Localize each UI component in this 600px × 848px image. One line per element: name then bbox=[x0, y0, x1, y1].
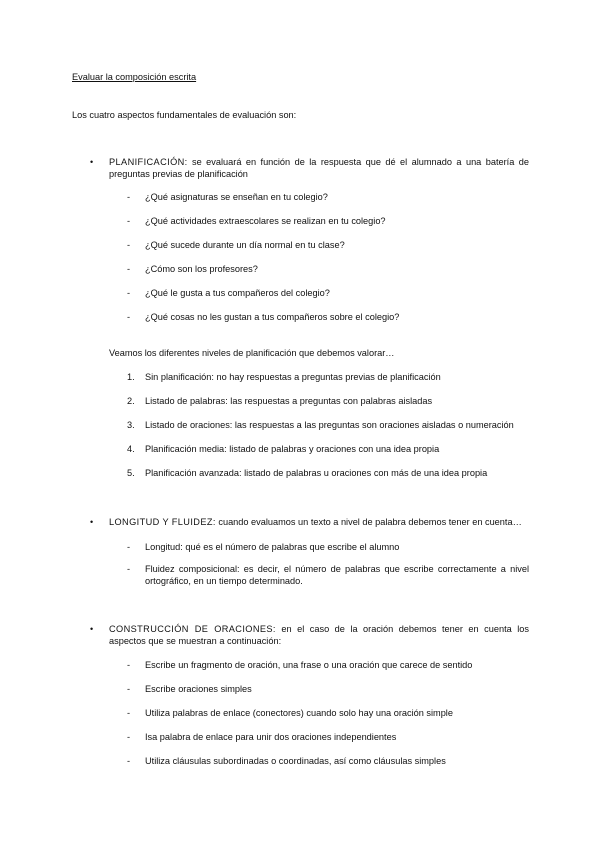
dash-icon: - bbox=[127, 732, 131, 742]
level-item: Sin planificación: no hay respuestas a preguntas previas de planificación bbox=[145, 372, 441, 382]
bullet-icon: • bbox=[90, 624, 94, 634]
section-planificacion bbox=[109, 156, 529, 180]
section-text: cuando evaluamos un texto a nivel de palabra debemos tener en cuenta… bbox=[215, 517, 522, 527]
dash-icon: - bbox=[127, 708, 131, 718]
dash-icon: - bbox=[127, 240, 131, 250]
level-number: 1. bbox=[127, 372, 135, 382]
section-heading: LONGITUD Y FLUIDEZ: bbox=[109, 517, 216, 527]
dash-icon: - bbox=[127, 564, 131, 574]
dash-icon: - bbox=[127, 660, 131, 670]
level-item: Listado de palabras: las respuestas a preguntas con palabras aisladas bbox=[145, 396, 433, 406]
level-item: Listado de oraciones: las respuestas a las preguntas son oraciones aisladas o numeración bbox=[145, 420, 514, 430]
level-number: 3. bbox=[127, 420, 135, 430]
bullet-icon: • bbox=[90, 517, 94, 527]
dash-icon: - bbox=[127, 192, 131, 202]
section-text: en el caso de la oración debemos tener en cuenta los aspectos que se muestran a continuación: bbox=[109, 624, 529, 646]
dash-icon: - bbox=[127, 756, 131, 766]
dash-icon: - bbox=[127, 264, 131, 274]
construccion-item: Utiliza palabras de enlace (conectores) cuando solo hay una oración simple bbox=[145, 708, 453, 718]
question-item: ¿Qué actividades extraescolares se realizan en tu colegio? bbox=[145, 216, 386, 226]
longitud-item: Fluidez composicional: es decir, el número de palabras que escribe correctamente a nivel ortográfico, en un tiempo determinado. bbox=[145, 564, 529, 586]
dash-icon: - bbox=[127, 684, 131, 694]
construccion-item: Escribe un fragmento de oración, una frase o una oración que carece de sentido bbox=[145, 660, 473, 670]
bullet-icon: • bbox=[90, 157, 94, 167]
question-item: ¿Cómo son los profesores? bbox=[145, 264, 258, 274]
construccion-item: Utiliza cláusulas subordinadas o coordinadas, así como cláusulas simples bbox=[145, 756, 446, 766]
question-item: ¿Qué sucede durante un día normal en tu clase? bbox=[145, 240, 345, 250]
level-item: Planificación media: listado de palabras y oraciones con una idea propia bbox=[145, 444, 440, 454]
longitud-item: Longitud: qué es el número de palabras que escribe el alumno bbox=[145, 542, 400, 552]
level-item: Planificación avanzada: listado de palabras u oraciones con más de una idea propia bbox=[145, 468, 488, 478]
question-item: ¿Qué asignaturas se enseñan en tu colegio? bbox=[145, 192, 328, 202]
section-text: se evaluará en función de la respuesta que dé el alumnado a una batería de preguntas previas de planificación bbox=[109, 157, 529, 179]
dash-icon: - bbox=[127, 288, 131, 298]
section-longitud bbox=[109, 516, 529, 528]
question-item: ¿Qué le gusta a tus compañeros del colegio? bbox=[145, 288, 330, 298]
level-number: 5. bbox=[127, 468, 135, 478]
question-item: ¿Qué cosas no les gustan a tus compañeros sobre el colegio? bbox=[145, 312, 400, 322]
construccion-item: Isa palabra de enlace para unir dos oraciones independientes bbox=[145, 732, 397, 742]
level-number: 4. bbox=[127, 444, 135, 454]
dash-icon: - bbox=[127, 312, 131, 322]
dash-icon: - bbox=[127, 216, 131, 226]
levels-intro: Veamos los diferentes niveles de planificación que debemos valorar… bbox=[109, 348, 395, 358]
construccion-item: Escribe oraciones simples bbox=[145, 684, 252, 694]
section-construccion bbox=[109, 623, 529, 647]
dash-icon: - bbox=[127, 542, 131, 552]
section-heading: CONSTRUCCIÓN DE ORACIONES: bbox=[109, 624, 276, 634]
level-number: 2. bbox=[127, 396, 135, 406]
intro-paragraph: Los cuatro aspectos fundamentales de evaluación son: bbox=[72, 110, 297, 120]
section-heading: PLANIFICACIÓN: bbox=[109, 157, 188, 167]
document-title: Evaluar la composición escrita bbox=[72, 72, 197, 82]
